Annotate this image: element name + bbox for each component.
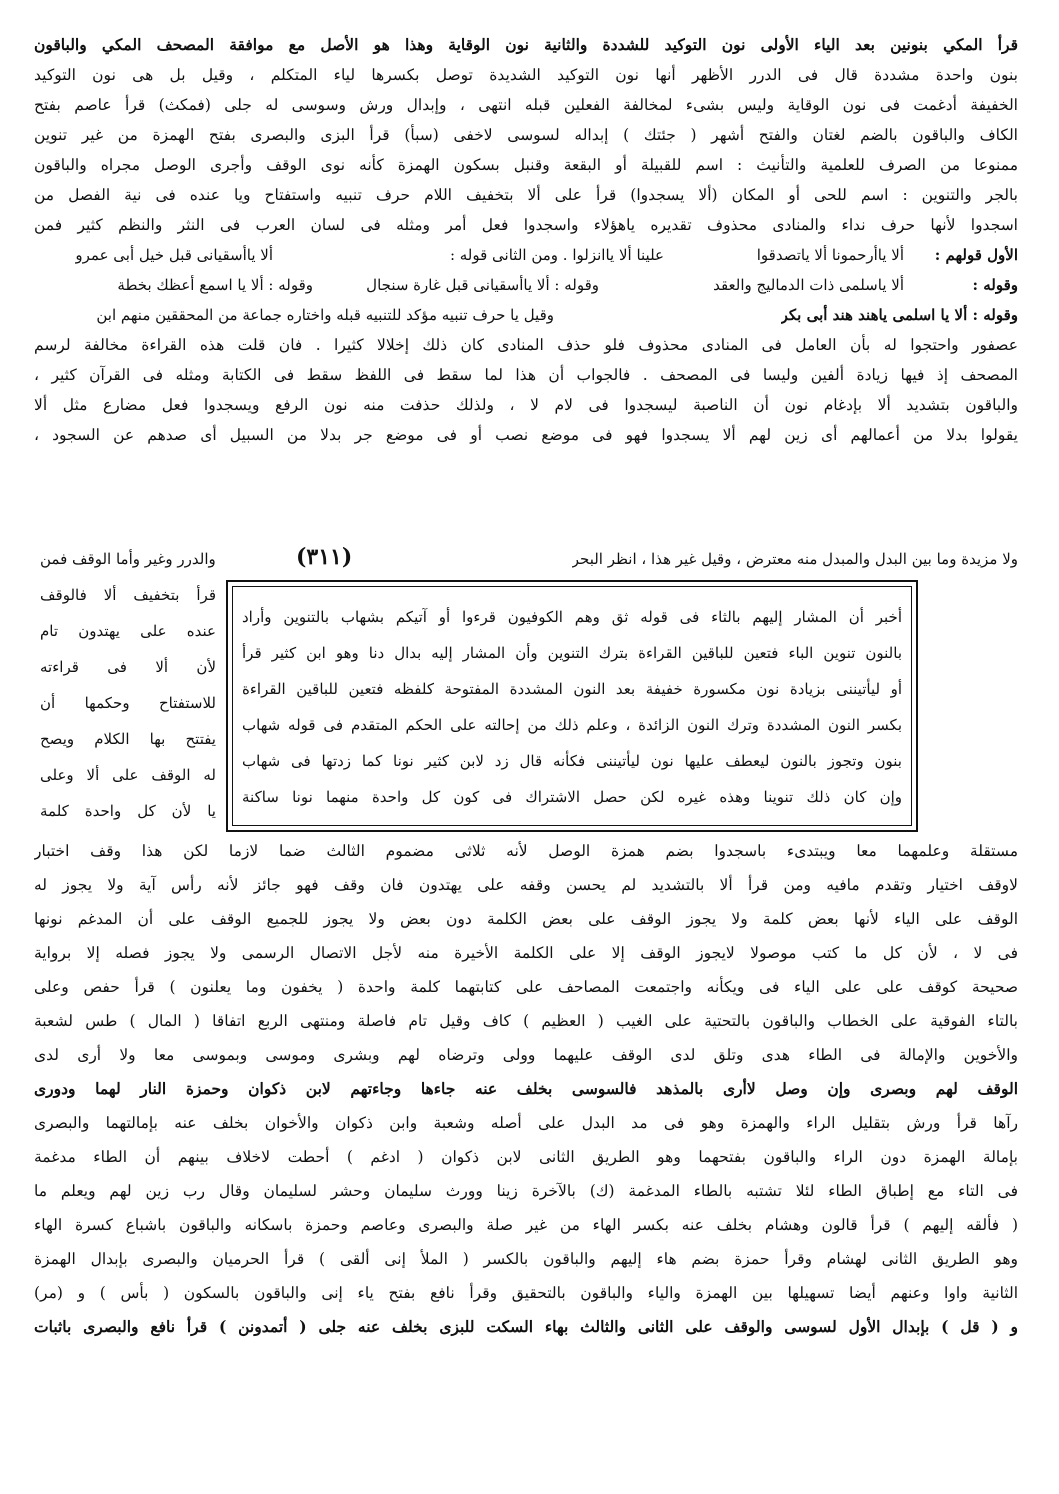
verse-hemistich: ألا ياأسقيانى قبل خيل أبى عمرو — [75, 246, 273, 264]
text-line: مستقلة وعلمهما معا ويبتدىء باسجدوا بضم همزة الوصل لأنه ثلاثى مضموم الثالث ضما لازما لكن هذا وقف اختبار — [34, 842, 1018, 860]
text-line: والأخوين والإمالة فى الطاء هدى وتلق لدى الوقف عليهما وولى وترضاه لهم وبشرى وموسى وبموسى معا ولا أرى لدى — [34, 1046, 1018, 1064]
text-line: فى لا ، لأن كل ما كتب موصولا لايجوز الوقف إلا على الكلمة الأخيرة منه لأجل الاتصال الرسمى ولا يجوز فصله إلا برواية — [34, 944, 1018, 962]
verse-label: الأول قولهم : — [934, 246, 1018, 264]
text-line: ممنوعا من الصرف للعلمية والتأنيث : اسم للقبيلة أو البقعة وقنبل بسكون الهمزة كأنه نوى الوقف وأجرى الوصل مجراه والباقون — [34, 156, 1018, 174]
box-line: أخبر أن المشار إليهم بالثاء فى قوله ثق وهم الكوفيون قرءوا أو آتيكم بشهاب بالتنوين وأراد — [242, 608, 902, 626]
text-line: لاوقف اختيار وتقدم مافيه ومن قرأ ألا بالتشديد لم يحسن وقفه على يهتدون فان وقف فهو جائز لأنه رأس آية ولا يجوز له — [34, 876, 1018, 894]
text-line: الخفيفة أدغمت فى نون الوقاية وليس بشىء لمخالفة الفعلين قبله انتهى ، وإبدال ورش وسوسى له جلى (فمكث) قرأ عاصم بفتح — [34, 96, 1018, 114]
box-line: بالنون تنوين الباء فتعين للباقين القراءة بترك التنوين وأن المشار إليه بدال دنا وهو ابن كثير قرأ — [242, 644, 902, 662]
verse-hemistich: وقيل يا حرف تنبيه مؤكد للتنبيه قبله واختاره جماعة من المحققين منهم ابن — [96, 306, 554, 324]
page-number: (٣١١) — [296, 544, 353, 570]
text-line: اسجدوا لأنها حرف نداء والمنادى محذوف تقديره ياهؤلاء واسجدوا فعل أمر ومثله فى لسان العرب فى النثر والنظم كثير فمن — [34, 216, 1018, 234]
text-line: قرأ المكي بنونين بعد الياء الأولى نون التوكيد للشددة والثانية نون الوقاية وهذا هو الأصل مع موافقة المصحف المكي والباقون — [34, 35, 1018, 54]
side-line: له الوقف على ألا وعلى — [40, 766, 216, 784]
text-line: فى التاء مع إطباق الطاء لئلا تشتبه بالطاء المدغمة (ك) بالآخرة زينا وورث سليمان وحشر لسليمان وقال رب زين لهم ويعلم ما — [34, 1182, 1018, 1200]
text-line: عصفور واحتجوا له بأن العامل فى المنادى محذوف فلو حذف المنادى كان ذلك إخلالا كثيرا . فان قلت هذه القراءة مخالفة لرسم — [34, 336, 1018, 354]
box-line: أو ليأتيننى بزيادة نون مكسورة خفيفة بعد النون المشددة المفتوحة كلفظه فتعين للباقين القراءة — [242, 680, 902, 698]
text-line: وهو الطريق الثانى لهشام وقرأ حمزة بضم هاء إليهم والباقون بالكسر ( الملأ إنى ألقى ) قرأ الحرميان والبصرى بإبدال الهمزة — [34, 1250, 1018, 1268]
text-line: بإمالة الهمزة دون الراء والباقون بفتحهما وهو الطريق الثانى لابن ذكوان ( ادغم ) أحطت لاخلاف بينهم أن الطاء مدغمة — [34, 1148, 1018, 1166]
verse-label: وقوله : — [972, 276, 1018, 294]
verse-label: وقوله : ألا يا اسلمى ياهند هند أبى بكر — [780, 306, 1018, 324]
verse-hemistich: وقوله : ألا يا اسمع أعظك بخطة — [117, 276, 313, 294]
text-line: الوقف لهم وبصرى وإن وصل لاأرى بالمذهد فالسوسى بخلف عنه جاءها وجاءتهم لابن ذكوان وحمزة النار لهما ودورى — [34, 1079, 1018, 1098]
verse-hemistich: وقوله : ألا ياأسقيانى قبل غارة سنجال — [366, 276, 599, 294]
text-line: الثانية واوا وعنهم أيضا تسهيلها بين الهمزة والياء والباقون بالتحقيق وقرأ نافع بفتح ياء إنى والباقون بالسكون ( بأس ) و (مر) — [34, 1284, 1018, 1302]
text-line: الكاف والباقون بالضم لغتان والفتح أشهر ( جئتك ) إبداله لسوسى لاخفى (سبأ) قرأ البزى والبصرى بفتح الهمزة من غير تنوين — [34, 126, 1018, 144]
box-line: بنون وتجوز بالنون ليعطف عليها نون ليأتيننى فكأنه قال زد لابن كثير نونا كما زدتها فى شهاب — [242, 752, 902, 770]
text-line: ولا مزيدة وما بين البدل والمبدل منه معترض ، وقيل غير هذا ، انظر البحر — [571, 550, 1018, 568]
text-line: صحيحة كوقف على على الياء فى ويكأنه واجتمعت المصاحف على كتابتهما كلمة واحدة ( يخفون وما يعلنون ) قرأ حفص وعلى — [34, 978, 1018, 996]
side-line: يا لأن كل واحدة كلمة — [40, 802, 216, 820]
text-line: رآها قرأ ورش بتقليل الراء والهمزة وهو فى مد البدل على أصله وشعبة وابن ذكوان والأخوان بخلف عنه بإمالتهما والبصرى — [34, 1114, 1018, 1132]
text-line: يقولوا بدلا من أعمالهم أى زين لهم ألا يسجدوا فهو فى موضع نصب أو فى موضع جر بدلا من السبيل أى صدهم عن السجود ، — [34, 426, 1018, 444]
box-line: بكسر النون المشددة وترك النون الزائدة ، وعلم ذلك من إحالته على الحكم المتقدم فى قوله شهاب — [242, 716, 902, 734]
text-line: ( فألقه إليهم ) قرأ قالون وهشام بخلف عنه بكسر الهاء من غير صلة والبصرى وعاصم وحمزة باسكانه والباقون باشباع كسرة الهاء — [34, 1216, 1018, 1234]
verse-hemistich: ألا ياسلمى ذات الدماليج والعقد — [713, 276, 904, 294]
side-line: يفتتح بها الكلام ويصح — [40, 730, 216, 748]
box-line: وإن كان ذلك تنوينا وهذه غيره لكن حصل الاشتراك فى كون كل واحدة منهما نونا ساكنة — [242, 788, 902, 806]
text-line: و ( قل ) بإبدال الأول لسوسى والوقف على الثانى والثالث بهاء السكت للبزى بخلف عنه جلى ( أتمدونن ) قرأ نافع والبصرى باثبات — [34, 1317, 1018, 1336]
text-line: بنون واحدة مشددة قال فى الدرر الأظهر أنها نون التوكيد الشديدة توصل بكسرها لياء المتكلم ، وقيل بل هى نون التوكيد — [34, 66, 1018, 84]
side-line: عنده على يهتدون تام — [40, 622, 216, 640]
side-line: قرأ بتخفيف ألا فالوقف — [40, 586, 216, 604]
text-line: الوقف على الياء لأنها بعض كلمة ولا يجوز الوقف على بعض الكلمة دون بعض ولا يجوز للجميع الوقف على أن المدغم نونها — [34, 910, 1018, 928]
side-line: للاستفتاح وحكمها أن — [40, 694, 216, 712]
text-line: والباقون بتشديد ألا بإدغام نون أن الناصبة ليسجدوا فى لام لا ، ولذلك حذفت منه نون الرفع ويسجدوا فعل مضارع مثل ألا — [34, 396, 1018, 414]
text-line: بالتاء الفوقية على الخطاب والباقون بالتحتية على الغيب ( العظيم ) كاف وقيل تام فاصلة ومنتهى الربع اتفاقا ( المال ) طس لشعبة — [34, 1012, 1018, 1030]
verse-hemistich: ألا ياأرحمونا ألا ياتصدقوا — [756, 246, 904, 264]
commentary-box — [226, 580, 918, 832]
verse-hemistich: علينا ألا ياانزلوا . ومن الثانى قوله : — [449, 246, 664, 264]
text-line: والدرر وغير وأما الوقف فمن — [40, 550, 216, 568]
side-line: لأن ألا فى قراءته — [40, 658, 216, 676]
text-line: المصحف إذ فيها زيادة ألفين وليسا فى المصحف . فالجواب أن هذا لما سقط فى اللفظ سقط فى الكتابة ومثله فى القرآن كثير ، — [34, 366, 1018, 384]
text-line: بالجر والتنوين : اسم للحى أو المكان (ألا يسجدوا) قرأ على ألا بتخفيف اللام حرف تنبيه واستفتاح ويا عنده فى نية الفصل من — [34, 186, 1018, 204]
